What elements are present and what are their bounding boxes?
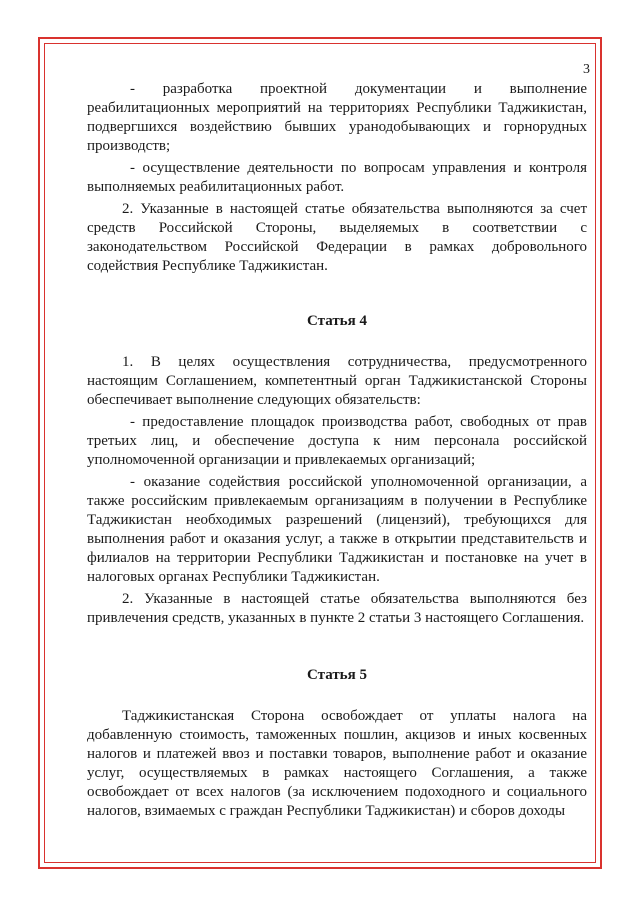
paragraph: - предоставление площадок производства работ, свободных от прав третьих лиц, и обеспечение доступа к ним персонала российской уполномоченной организации и привлекаемых организаций; (87, 414, 587, 468)
page-number: 3 (583, 62, 590, 77)
paragraph: 2. Указанные в настоящей статье обязательства выполняются без привлечения средств, указанных в пункте 2 статьи 3 настоящего Соглашения. (87, 591, 587, 626)
article-heading: Статья 4 (307, 313, 367, 329)
paragraph: Таджикистанская Сторона освобождает от уплаты налога на добавленную стоимость, таможенных пошлин, акцизов и иных косвенных налогов и платежей ввоз и поставки товаров, выполнение работ и оказание услуг, осуществляемых в рамках настоящего Соглашения, а также освобождает от всех налогов (за исключением подоходного и социального налогов, взимаемых с граждан Республики Таджикистан) и сборов доходы (87, 708, 587, 819)
article-4 (87, 312, 587, 628)
section-top (87, 58, 587, 276)
paragraph: - оказание содействия российской уполномоченной организации, а также российским привлекаемым организациям в получении в Республике Таджикистан необходимых разрешений (лицензий), требующихся для выполнения работ и оказания услуг, а также в открытии представительств и филиалов на территории Республики Таджикистан и постановке на учет в налоговых органах Республики Таджикистан. (87, 474, 587, 585)
paragraph: - осуществление деятельности по вопросам управления и контроля выполняемых реабилитационных работ. (87, 160, 587, 195)
article-5 (87, 666, 587, 821)
paragraph: - разработка проектной документации и выполнение реабилитационных мероприятий на территориях Республики Таджикистан, подвергшихся воздействию бывших уранодобывающих и горнорудных производств; (87, 81, 587, 154)
paragraph: 2. Указанные в настоящей статье обязательства выполняются за счет средств Российской Стороны, выделяемых в соответствии с законодательством Российской Федерации в рамках добровольного содействия Республике Таджикистан. (87, 201, 587, 274)
paragraph: 1. В целях осуществления сотрудничества, предусмотренного настоящим Соглашением, компетентный орган Таджикистанской Стороны обеспечивает выполнение следующих обязательств: (87, 354, 587, 408)
article-heading: Статья 5 (307, 667, 367, 683)
